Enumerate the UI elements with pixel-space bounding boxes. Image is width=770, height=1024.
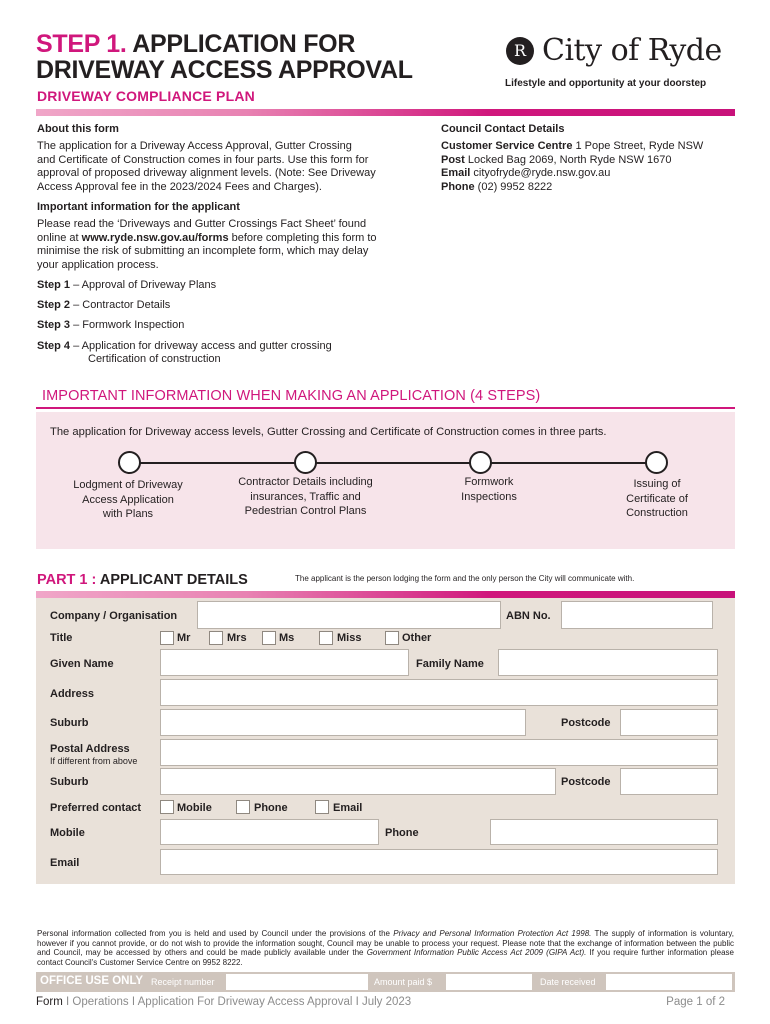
email-input[interactable]	[160, 849, 718, 875]
step-label: STEP 1.	[36, 30, 127, 58]
important-heading: Important information for the applicant	[37, 201, 240, 213]
postal-postcode-input[interactable]	[620, 768, 718, 795]
title-option-label: Ms	[279, 632, 295, 644]
important-text: Please read the ‘Driveways and Gutter Crossings Fact Sheet’ found online at www.ryde.nsw.gov.au/forms before completing this form to minimise the risk of submitting an incomplete form, which may delay your application process.	[37, 218, 377, 271]
title-ms-checkbox[interactable]	[262, 631, 276, 645]
info-section-title: IMPORTANT INFORMATION WHEN MAKING AN APPLICATION (4 STEPS)	[42, 388, 541, 404]
privacy-statement: Personal information collected from you is held and used by Council under the provisions of the Privacy and Personal Information Protection Act 1998. The supply of information is voluntary, however if you cannot provide, or do not wish to provide the information sought, Council may be unable to process your request. Please note that the exchange of information between the public and Council, may be accessed by others and could be made publicly available under the Government Information Public Access Act 2009 (GIPA Act). If you require further information please contact Council's Customer Service Centre on 9952 8222.	[37, 929, 734, 967]
date-received-input[interactable]	[606, 974, 732, 990]
phone-input[interactable]	[490, 819, 718, 845]
postcode-label: Postcode	[561, 717, 611, 729]
title-mrs-checkbox[interactable]	[209, 631, 223, 645]
address-input[interactable]	[160, 679, 718, 706]
timeline-node	[469, 451, 492, 474]
step-item: Step 3 – Formwork Inspection	[37, 319, 185, 331]
timeline-node	[118, 451, 141, 474]
postal-suburb-label: Suburb	[50, 776, 89, 788]
family-name-input[interactable]	[498, 649, 718, 676]
timeline-label: Formwork Inspections	[461, 476, 517, 503]
mobile-label: Mobile	[50, 827, 85, 839]
mobile-input[interactable]	[160, 819, 379, 845]
contact-option-label: Mobile	[177, 802, 212, 814]
logo-text: City of Ryde	[542, 33, 722, 68]
forms-link[interactable]: www.ryde.nsw.gov.au/forms	[81, 231, 229, 244]
abn-label: ABN No.	[506, 610, 551, 622]
address-label: Address	[50, 688, 95, 700]
step-item: Step 2 – Contractor Details	[37, 299, 171, 311]
timeline-line	[129, 462, 657, 464]
contact-option-label: Phone	[254, 802, 288, 814]
title-miss-checkbox[interactable]	[319, 631, 333, 645]
page-title-line1: STEP 1. APPLICATION FOR	[36, 30, 356, 58]
form-top-bar	[36, 591, 735, 598]
title-option-label: Miss	[337, 632, 362, 644]
company-input[interactable]	[197, 601, 501, 629]
preferred-contact-label: Preferred contact	[50, 802, 142, 814]
contact-heading: Council Contact Details	[441, 123, 565, 135]
postal-address-label: Postal Address	[50, 743, 130, 755]
postal-address-input[interactable]	[160, 739, 718, 766]
amount-label: Amount paid $	[374, 977, 433, 987]
page-subtitle: DRIVEWAY COMPLIANCE PLAN	[37, 88, 255, 104]
about-text: The application for a Driveway Access Approval, Gutter Crossing and Certificate of Construction comes in four parts. Use this form for approval of proposed driveway alignment levels. (Note: See Driveway Access Approval fee in the 2023/2024 Fees and Charges).	[37, 140, 376, 193]
given-name-label: Given Name	[50, 658, 114, 670]
page-title-line2: DRIVEWAY ACCESS APPROVAL	[36, 56, 413, 84]
step-item: Step 1 – Approval of Driveway Plans	[37, 279, 217, 291]
title-option-label: Other	[402, 632, 432, 644]
about-heading: About this form	[37, 123, 119, 135]
given-name-input[interactable]	[160, 649, 409, 676]
timeline-label: Contractor Details including insurances, Traffic and Pedestrian Control Plans	[238, 476, 373, 517]
contact-email-checkbox[interactable]	[315, 800, 329, 814]
postal-suburb-input[interactable]	[160, 768, 556, 795]
date-received-label: Date received	[540, 977, 596, 987]
suburb-input[interactable]	[160, 709, 526, 736]
title-mr-checkbox[interactable]	[160, 631, 174, 645]
header-divider	[36, 109, 735, 116]
timeline-label: Lodgment of Driveway Access Application with Plans	[73, 479, 183, 520]
contact-details: Customer Service Centre 1 Pope Street, Ryde NSW Post Locked Bag 2069, North Ryde NSW 1670 Email cityofryde@ryde.nsw.gov.au Phone (02) 9952 8222	[441, 140, 704, 193]
tagline: Lifestyle and opportunity at your doorstep	[505, 78, 707, 89]
title-option-label: Mrs	[227, 632, 247, 644]
receipt-label: Receipt number	[151, 977, 215, 987]
abn-input[interactable]	[561, 601, 713, 629]
receipt-input[interactable]	[226, 974, 368, 990]
footer-text: Form I Operations I Application For Driveway Access Approval I July 2023	[36, 996, 412, 1008]
amount-input[interactable]	[446, 974, 532, 990]
part1-note: The applicant is the person lodging the form and the only person the City will communicate with.	[295, 574, 635, 583]
suburb-label: Suburb	[50, 717, 89, 729]
info-intro: The application for Driveway access levels, Gutter Crossing and Certificate of Construction comes in three parts.	[50, 426, 607, 438]
title-label: Title	[50, 632, 73, 644]
timeline-node	[645, 451, 668, 474]
contact-email-link[interactable]: cityofryde@ryde.nsw.gov.au	[470, 167, 611, 179]
part1-title: PART 1 : APPLICANT DETAILS	[37, 572, 248, 588]
timeline-label: Issuing of Certificate of Construction	[626, 478, 688, 519]
postal-address-note: If different from above	[50, 756, 138, 766]
postal-postcode-label: Postcode	[561, 776, 611, 788]
title-option-label: Mr	[177, 632, 191, 644]
phone-label: Phone	[385, 827, 419, 839]
office-use-label: OFFICE USE ONLY	[40, 975, 144, 987]
postcode-input[interactable]	[620, 709, 718, 736]
company-label: Company / Organisation	[50, 610, 178, 622]
title-other-checkbox[interactable]	[385, 631, 399, 645]
contact-phone-checkbox[interactable]	[236, 800, 250, 814]
page-number: Page 1 of 2	[666, 996, 725, 1008]
logo-icon: R	[506, 37, 534, 65]
step-item: Step 4 – Application for driveway access and gutter crossing	[37, 340, 332, 352]
email-label: Email	[50, 857, 80, 869]
contact-option-label: Email	[333, 802, 363, 814]
timeline-node	[294, 451, 317, 474]
contact-mobile-checkbox[interactable]	[160, 800, 174, 814]
step-item-continued: Certification of construction	[88, 353, 221, 365]
family-name-label: Family Name	[416, 658, 484, 670]
